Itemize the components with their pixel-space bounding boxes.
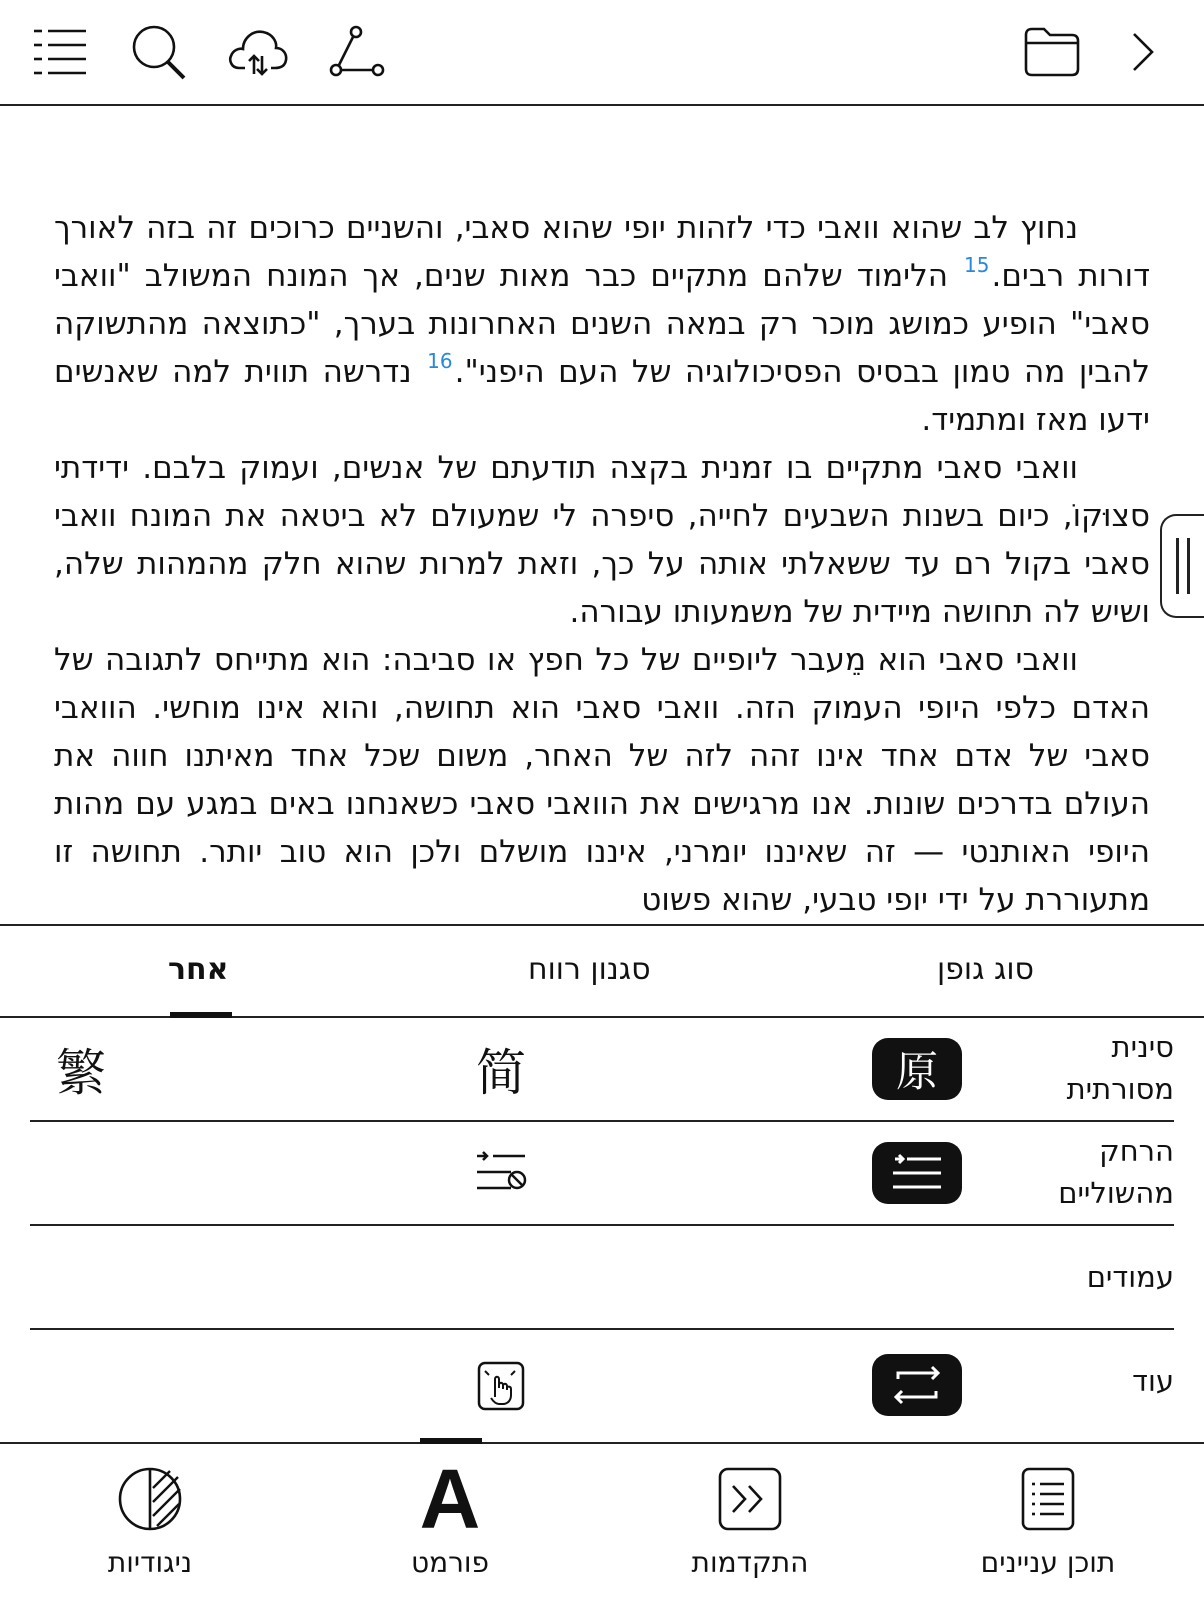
nav-contrast[interactable]: ניגודיות (30, 1458, 270, 1594)
footnote-link[interactable]: 16 (427, 349, 453, 373)
chinese-simplified-option[interactable]: 简 (476, 1044, 526, 1102)
nav-progress[interactable]: התקדמות (630, 1458, 870, 1594)
paragraph: וואבי סאבי מתקיים בו זמנית בקצה תודעתם של אנשים, ועמוק בלבם. ידידתי סצוּקוֹ, כיום בשנות השבעים לחייה, סיפרה לי שמעולם לא ביטאה את המונח וואבי סאבי בקול רם עד ששאלתי אותה על כך, וזאת למרות שהוא חלק מהמהות שלה, ושיש לה תחושה מיידית של משמעותו עבורה. (54, 450, 1150, 630)
share-icon[interactable] (324, 22, 388, 82)
touch-gesture-icon (477, 1361, 525, 1411)
format-panel (0, 924, 1204, 1442)
contrast-icon (30, 1458, 270, 1540)
chinese-original-option[interactable]: 原 (872, 1038, 962, 1100)
contents-icon (928, 1458, 1168, 1540)
margins-on-option[interactable] (872, 1142, 962, 1204)
footnote-link[interactable]: 15 (964, 253, 990, 277)
article-text (54, 204, 1150, 924)
chinese-row (30, 1018, 1174, 1122)
chinese-label: סינית מסורתית (1066, 1030, 1174, 1106)
margins-off-option[interactable] (466, 1142, 536, 1204)
chinese-traditional-option[interactable]: 繁 (56, 1044, 106, 1102)
top-toolbar (0, 0, 1204, 106)
active-nav-indicator (420, 1438, 482, 1444)
paragraph: נחוץ לב שהוא וואבי כדי לזהות יופי שהוא סאבי, והשניים כרוכים זה בזה לאורך דורות רבים.$^{15}$ הלימוד שלהם מתקיים כבר מאות שנים, אך המונח המשולב "וואבי סאבי" הופיע כמושג מוכר רק במאה השנים האחרונות בערך, "כתוצאה מהתשוקה להבין מה טמון בבסיס הפסיכולוגיה של העם היפני".$^{16}$ נדרשה תווית למה שאנשים ידעו מאז ומתמיד. (54, 210, 1150, 438)
swap-arrows-icon (888, 1363, 946, 1407)
bottom-nav (0, 1442, 1204, 1600)
columns-label: עמודים (1086, 1260, 1174, 1294)
margins-label: הרחק מהשוליים (1058, 1134, 1174, 1210)
toc-list-icon[interactable] (28, 22, 92, 82)
reading-area[interactable] (0, 106, 1204, 924)
page-turn-option[interactable] (872, 1354, 962, 1416)
margins-lines-icon (887, 1151, 947, 1195)
touch-gesture-option[interactable] (476, 1360, 526, 1412)
tab-spacing-style[interactable]: סגנון רווח (528, 952, 651, 987)
progress-icon (630, 1458, 870, 1540)
paragraph: וואבי סאבי הוא מֵעבר ליופיים של כל חפץ או סביבה: הוא מתייחס לתגובה של האדם כלפי היופי העמוק הזה. וואבי סאבי הוא תחושה, והוא אינו מוחשי. הוואבי סאבי של אדם אחד אינו זהה לזה של האחר, משום שכל אחד מאיתנו חווה את העולם בדרכים שונות. אנו מרגישים את הוואבי סאבי כשאנחנו באים במגע עם מהות היופי האותנטי — זה שאיננו יומרני, איננו מושלם ולכן הוא טוב יותר. תחושה זו מתעוררת על ידי יופי טבעי, שהוא פשוט (54, 642, 1150, 918)
more-label: עוד (1132, 1364, 1174, 1398)
format-tabs (0, 926, 1204, 1018)
nav-contents[interactable]: תוכן עניינים (928, 1458, 1168, 1594)
tab-font-type[interactable]: סוג גופן (937, 952, 1034, 987)
cloud-sync-icon[interactable] (226, 22, 290, 82)
format-a-icon: A (419, 1452, 481, 1546)
side-handle[interactable] (1160, 514, 1204, 618)
tab-other[interactable]: אחר (168, 952, 229, 987)
margins-off-icon (471, 1148, 531, 1198)
nav-format[interactable]: A פורמט (330, 1458, 570, 1594)
margins-row (30, 1122, 1174, 1226)
chevron-right-icon[interactable] (1110, 22, 1174, 82)
columns-row[interactable] (30, 1226, 1174, 1330)
more-row (30, 1330, 1174, 1442)
search-icon[interactable] (126, 22, 190, 82)
folder-icon[interactable] (1020, 22, 1084, 82)
